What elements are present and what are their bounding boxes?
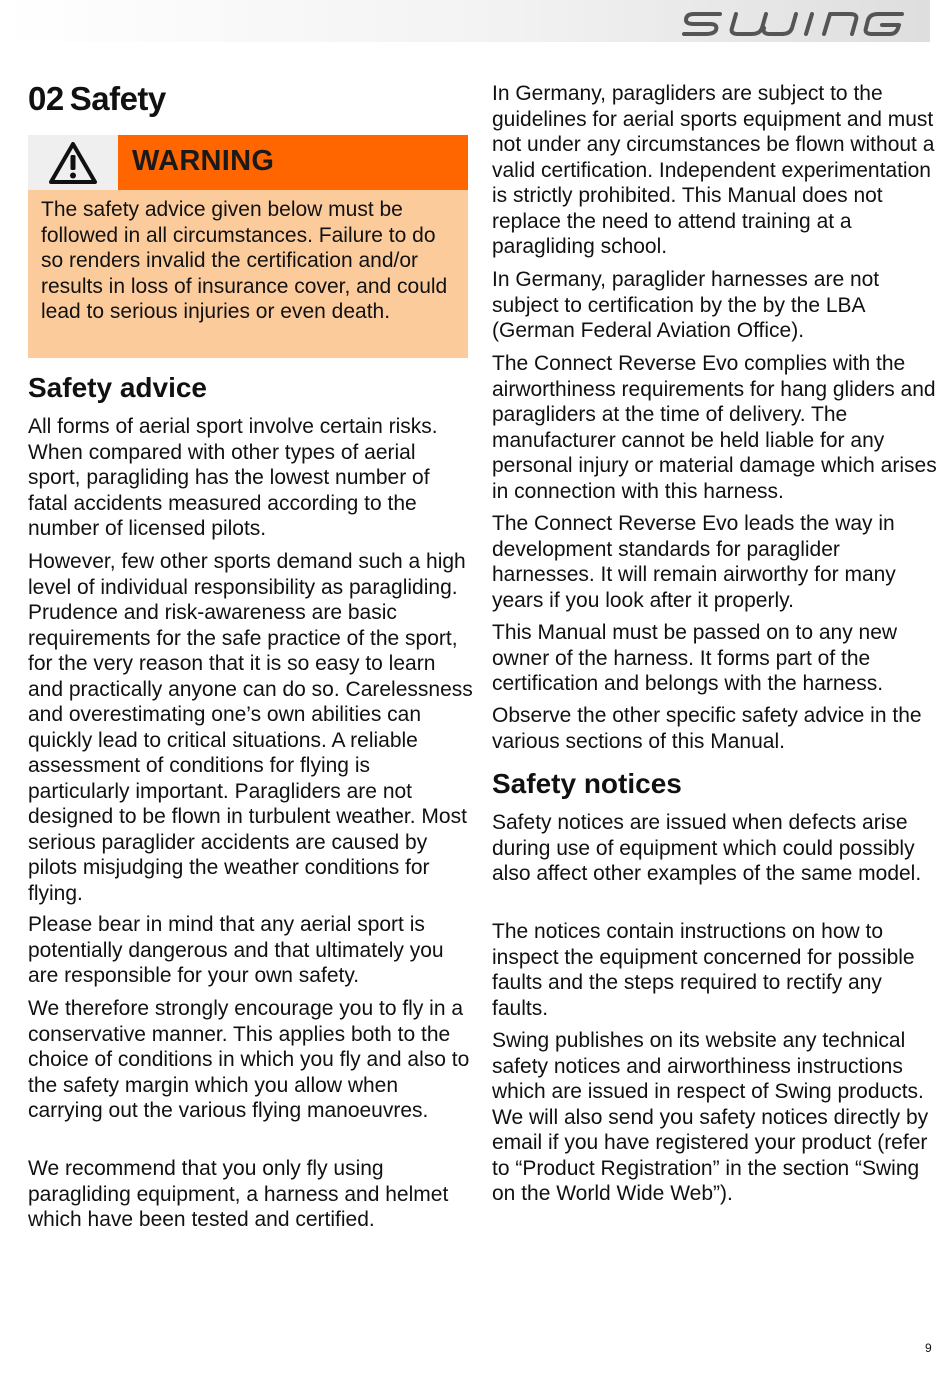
swing-logo	[680, 8, 910, 38]
page-number: 9	[925, 1341, 932, 1355]
chapter-title	[28, 80, 166, 118]
safety-notices-paragraph: The notices contain instructions on how to inspect the equipment concerned for possible faults and the steps required to rectify any faults.	[492, 920, 915, 1020]
right-column-paragraph: In Germany, paraglider harnesses are not subject to certification by the by the LBA (German Federal Aviation Office).	[492, 268, 880, 342]
warning-triangle-icon	[48, 141, 98, 185]
safety-advice-paragraph: All forms of aerial sport involve certain risks. When compared with other types of aerial sport, paragliding has the lowest number of fatal accidents measured according to the number of licensed pilots.	[28, 415, 438, 540]
right-column-paragraph: The Connect Reverse Evo complies with the airworthiness requirements for hang gliders and paragliders at the time of delivery. The manufacturer cannot be held liable for any personal injury or material damage which arises in connection with this harness.	[492, 352, 937, 503]
safety-advice-heading: Safety advice	[28, 372, 207, 403]
safety-advice-paragraph: Please bear in mind that any aerial sport is potentially dangerous and that ultimately you are responsible for your own safety.	[28, 913, 444, 987]
right-column-paragraph: The Connect Reverse Evo leads the way in development standards for paraglider harnesses. It will remain airworthy for many years if you look after it properly.	[492, 512, 896, 612]
safety-notices-paragraph: Safety notices are issued when defects arise during use of equipment which could possibly also affect other examples of the same model.	[492, 811, 922, 885]
warning-header	[118, 135, 468, 190]
warning-icon-cell	[28, 135, 118, 190]
safety-advice-paragraph: We recommend that you only fly using paragliding equipment, a harness and helmet which have been tested and certified.	[28, 1157, 449, 1231]
right-column-paragraph: In Germany, paragliders are subject to the guidelines for aerial sports equipment and must not under any circumstances be flown without a valid certification. Independent experimentation is strictly prohibited. This Manual does not replace the need to attend training at a paragliding school.	[492, 82, 935, 258]
warning-text: The safety advice given below must be followed in all circumstances. Failure to do so renders invalid the certification and/or results in loss of insurance cover, and could lead to serious injuries or even death.	[41, 198, 448, 323]
chapter-number: 02	[28, 80, 64, 117]
warning-title: WARNING	[132, 145, 275, 177]
chapter-title-text: Safety	[69, 80, 166, 117]
safety-notices-heading: Safety notices	[492, 768, 682, 799]
right-column-paragraph: Observe the other specific safety advice in the various sections of this Manual.	[492, 704, 922, 753]
safety-advice-paragraph: We therefore strongly encourage you to fly in a conservative manner. This applies both to the choice of conditions in which you fly and also to the safety margin which you allow when carrying out the various flying manoeuvres.	[28, 997, 470, 1122]
right-column-paragraph: This Manual must be passed on to any new owner of the harness. It forms part of the certification and belongs with the harness.	[492, 621, 898, 695]
warning-box	[28, 135, 468, 358]
safety-notices-paragraph: Swing publishes on its website any technical safety notices and airworthiness instructions which are issued in respect of Swing products. We will also send you safety notices directly by email if you have registered your product (refer to “Product Registration” in the section “Swing on the World Wide Web”).	[492, 1029, 929, 1205]
safety-advice-paragraph: However, few other sports demand such a high level of individual responsibility as paragliding. Prudence and risk-awareness are basic requirements for the safe practice of the sport, for the very reason that it is so easy to learn and practically anyone can do so. Carelessness and overestimating one’s own abilities can quickly lead to critical situations. A reliable assessment of conditions for flying is particularly important. Paragliders are not designed to be flown in turbulent weather. Most serious paraglider accidents are caused by pilots misjudging the weather conditions for flying.	[28, 550, 473, 905]
